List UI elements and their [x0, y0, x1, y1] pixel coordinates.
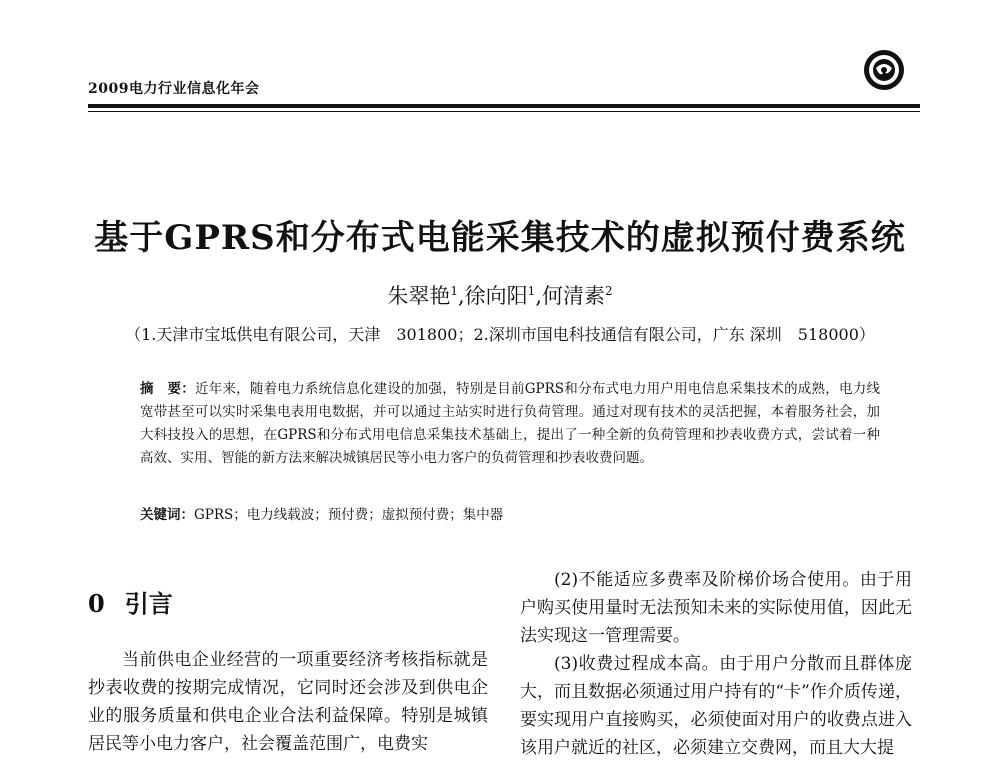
section-number: 0	[88, 589, 105, 618]
author-name: 朱翠艳	[387, 284, 451, 308]
section-title: 引言	[124, 589, 173, 618]
header-rule-thick	[88, 104, 920, 108]
body-paragraph: 当前供电企业经营的一项重要经济考核指标就是抄表收费的按期完成情况，它同时还会涉及到供电企业的服务质量和供电企业合法利益保障。特别是城镇居民等小电力客户，社会覆盖范围广，电费实	[88, 650, 488, 754]
abstract	[140, 378, 880, 470]
author-affil-mark: 1	[450, 284, 458, 298]
affiliation: （1.天津市宝坻供电有限公司，天津 301800；2.深圳市国电科技通信有限公司，广东 深圳 518000）	[125, 325, 875, 344]
author-list: 朱翠艳$^1$,徐向阳$^1$,何清素$^2$	[387, 284, 613, 308]
section-heading	[88, 584, 173, 619]
paper-title: 基于GPRS和分布式电能采集技术的虚拟预付费系统	[94, 218, 906, 258]
body-paragraph: (2)不能适应多费率及阶梯价场合使用。由于用户购买使用量时无法预知未来的实际使用值，因此无法实现这一管理需要。	[520, 570, 912, 646]
right-column	[520, 566, 912, 762]
conference-logo-icon	[862, 48, 906, 92]
author-name: 徐向阳	[464, 284, 528, 308]
header-rule-thin	[88, 111, 920, 112]
keywords-label: 关键词：	[140, 507, 194, 523]
body-paragraph: (3)收费过程成本高。由于用户分散而且群体庞大，而且数据必须通过用户持有的“卡”作介质传递，要实现用户直接购买，必须使面对用户的收费点进入该用户就近的社区，必须建立交费网，而且大大提	[520, 654, 912, 758]
keywords-text: GPRS；电力线载波；预付费；虚拟预付费；集中器	[194, 507, 504, 523]
author-affil-mark: 2	[605, 284, 613, 298]
conference-name: 2009电力行业信息化年会	[88, 81, 260, 97]
keywords	[140, 504, 880, 527]
abstract-text: 近年来，随着电力系统信息化建设的加强，特别是目前GPRS和分布式电力用户用电信息采集技术的成熟，电力线宽带甚至可以实时采集电表用电数据，并可以通过主站实时进行负荷管理。通过对现有技术的灵活把握，本着服务社会，加大科技投入的思想，在GPRS和分布式用电信息采集技术基础上，提出了一种全新的负荷管理和抄表收费方式，尝试着一种高效、实用、智能的新方法来解决城镇居民等小电力客户的负荷管理和抄表收费问题。	[140, 381, 881, 466]
author-affil-mark: 1	[527, 284, 536, 298]
author-name: 何清素	[542, 284, 605, 308]
abstract-label: 摘 要：	[140, 381, 195, 397]
left-column	[88, 646, 488, 758]
